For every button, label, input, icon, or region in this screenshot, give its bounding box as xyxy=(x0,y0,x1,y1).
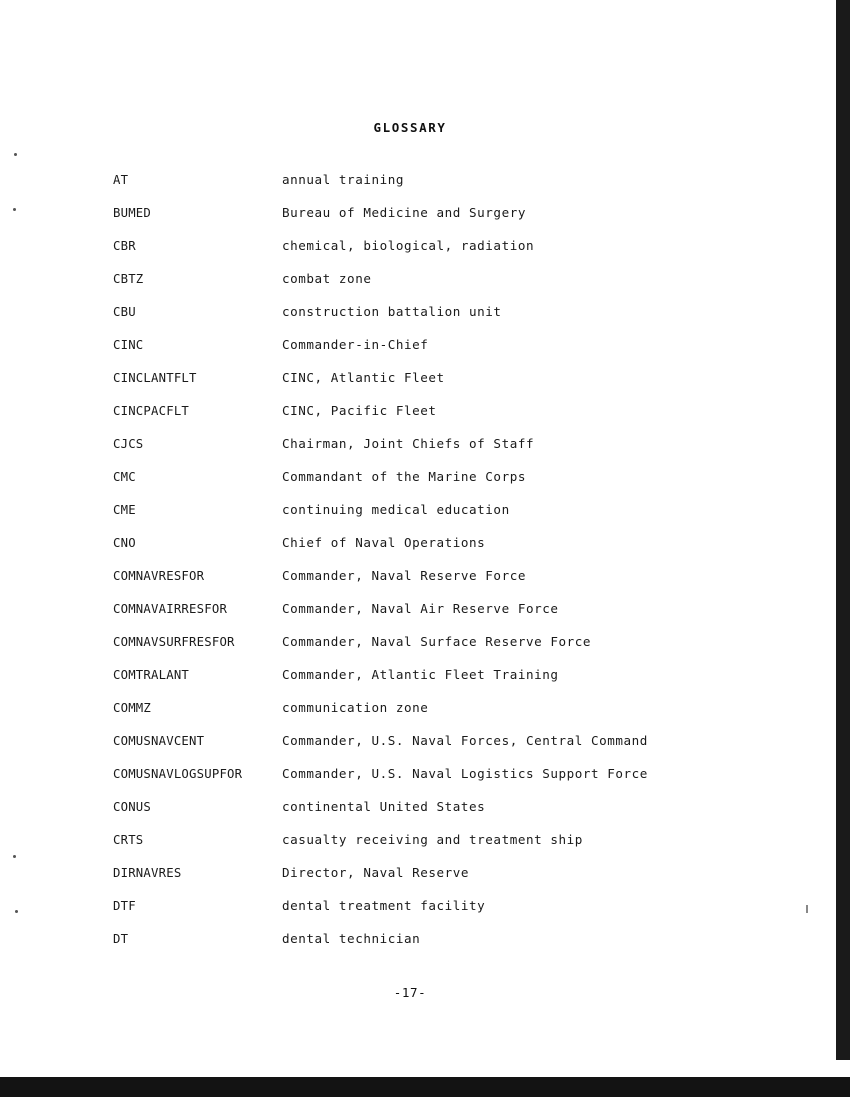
glossary-entry xyxy=(113,271,753,304)
glossary-definition: combat zone xyxy=(282,271,372,286)
glossary-definition: Commandant of the Marine Corps xyxy=(282,469,526,484)
glossary-term: CONUS xyxy=(113,800,152,814)
glossary-entry xyxy=(113,568,753,601)
glossary-list xyxy=(113,172,753,964)
glossary-entry xyxy=(113,469,753,502)
glossary-entry xyxy=(113,931,753,964)
page-title: GLOSSARY xyxy=(373,120,447,135)
glossary-entry xyxy=(113,799,753,832)
glossary-term: CNO xyxy=(113,536,136,550)
glossary-definition: casualty receiving and treatment ship xyxy=(282,832,583,847)
glossary-entry xyxy=(113,865,753,898)
glossary-term: CBR xyxy=(113,239,136,253)
glossary-definition: Commander, Naval Surface Reserve Force xyxy=(282,634,592,649)
glossary-term: CME xyxy=(113,503,136,517)
glossary-definition: construction battalion unit xyxy=(282,304,502,319)
glossary-term: COMUSNAVCENT xyxy=(113,734,205,748)
scan-edge-right xyxy=(836,0,850,1060)
glossary-term: COMNAVAIRRESFOR xyxy=(113,602,228,616)
glossary-definition: Chairman, Joint Chiefs of Staff xyxy=(282,436,535,451)
scan-edge-bottom xyxy=(0,1077,850,1097)
glossary-entry xyxy=(113,337,753,370)
glossary-definition: communication zone xyxy=(282,700,429,715)
glossary-definition: CINC, Atlantic Fleet xyxy=(282,370,445,385)
glossary-entry xyxy=(113,304,753,337)
glossary-entry xyxy=(113,370,753,403)
glossary-entry xyxy=(113,700,753,733)
glossary-definition: continental United States xyxy=(282,799,486,814)
glossary-definition: Commander, Atlantic Fleet Training xyxy=(282,667,559,682)
glossary-term: CINC xyxy=(113,338,144,352)
glossary-term: DIRNAVRES xyxy=(113,866,182,880)
glossary-entry xyxy=(113,667,753,700)
glossary-term: CMC xyxy=(113,470,136,484)
glossary-definition: Director, Naval Reserve xyxy=(282,865,470,880)
glossary-entry xyxy=(113,766,753,799)
glossary-entry xyxy=(113,205,753,238)
glossary-term: COMNAVRESFOR xyxy=(113,569,205,583)
scan-edge-bottom-highlight xyxy=(0,1067,760,1077)
glossary-term: DTF xyxy=(113,899,136,913)
glossary-definition: chemical, biological, radiation xyxy=(282,238,535,253)
glossary-definition: Commander, Naval Air Reserve Force xyxy=(282,601,559,616)
glossary-term: CRTS xyxy=(113,833,144,847)
glossary-term: CJCS xyxy=(113,437,144,451)
glossary-entry xyxy=(113,238,753,271)
glossary-term: COMMZ xyxy=(113,701,152,715)
page-number: -17- xyxy=(393,985,427,1000)
glossary-entry xyxy=(113,436,753,469)
glossary-definition: CINC, Pacific Fleet xyxy=(282,403,437,418)
glossary-definition: dental treatment facility xyxy=(282,898,486,913)
glossary-entry xyxy=(113,535,753,568)
glossary-term: BUMED xyxy=(113,206,152,220)
glossary-entry xyxy=(113,898,753,931)
scan-speck xyxy=(15,910,18,913)
glossary-term: DT xyxy=(113,932,129,946)
scan-speck xyxy=(806,905,808,913)
glossary-term: CBU xyxy=(113,305,136,319)
glossary-term: COMNAVSURFRESFOR xyxy=(113,635,235,649)
glossary-term: COMUSNAVLOGSUPFOR xyxy=(113,767,243,781)
glossary-term: CINCLANTFLT xyxy=(113,371,197,385)
glossary-entry xyxy=(113,172,753,205)
scan-speck xyxy=(13,855,16,858)
glossary-entry xyxy=(113,403,753,436)
glossary-term: CBTZ xyxy=(113,272,144,286)
glossary-definition: Chief of Naval Operations xyxy=(282,535,486,550)
glossary-term: CINCPACFLT xyxy=(113,404,190,418)
glossary-definition: annual training xyxy=(282,172,404,187)
glossary-definition: Commander, U.S. Naval Forces, Central Command xyxy=(282,733,648,748)
glossary-entry xyxy=(113,832,753,865)
glossary-definition: dental technician xyxy=(282,931,421,946)
glossary-definition: Commander, Naval Reserve Force xyxy=(282,568,526,583)
glossary-entry xyxy=(113,634,753,667)
glossary-definition: Commander, U.S. Naval Logistics Support Force xyxy=(282,766,648,781)
glossary-term: COMTRALANT xyxy=(113,668,190,682)
scan-speck xyxy=(13,208,16,211)
glossary-definition: Bureau of Medicine and Surgery xyxy=(282,205,526,220)
scan-speck xyxy=(14,153,17,156)
glossary-definition: Commander-in-Chief xyxy=(282,337,429,352)
glossary-definition: continuing medical education xyxy=(282,502,510,517)
glossary-entry xyxy=(113,733,753,766)
glossary-term: AT xyxy=(113,173,129,187)
glossary-entry xyxy=(113,502,753,535)
glossary-entry xyxy=(113,601,753,634)
